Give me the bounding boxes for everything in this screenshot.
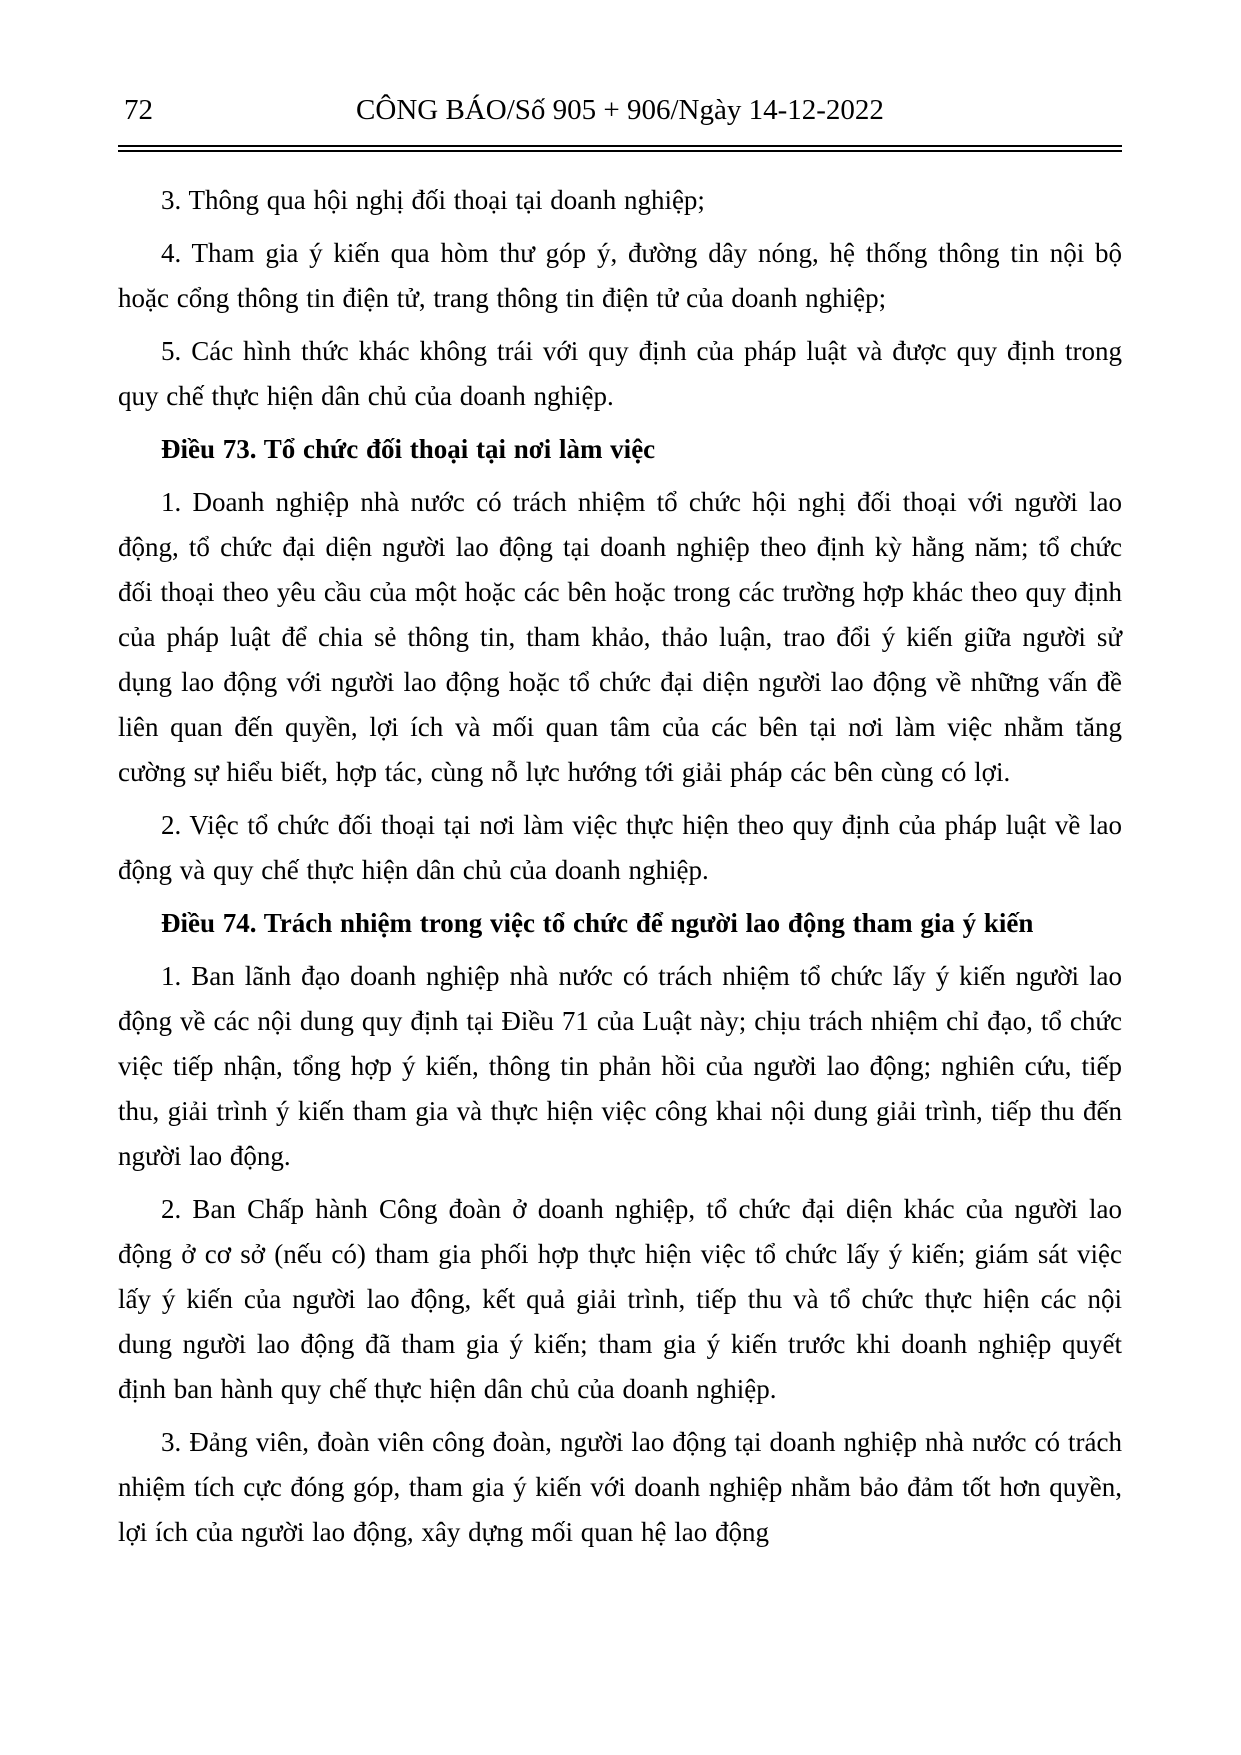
paragraph: 3. Thông qua hội nghị đối thoại tại doanh nghiệp;: [161, 185, 705, 215]
article-heading: Điều 73. Tổ chức đối thoại tại nơi làm việc: [161, 434, 656, 464]
paragraph: 1. Doanh nghiệp nhà nước có trách nhiệm tổ chức hội nghị đối thoại với người lao động, tổ chức đại diện người lao động tại doanh nghiệp theo định kỳ hằng năm; tổ chức đối thoại theo yêu cầu của một hoặc các bên hoặc trong các trường hợp khác theo quy định của pháp luật để chia sẻ thông tin, tham khảo, thảo luận, trao đổi ý kiến giữa người sử dụng lao động với người lao động hoặc tổ chức đại diện người lao động về những vấn đề liên quan đến quyền, lợi ích và mối quan tâm của các bên tại nơi làm việc nhằm tăng cường sự hiểu biết, hợp tác, cùng nỗ lực hướng tới giải pháp các bên cùng có lợi.: [118, 487, 1122, 787]
page-number: 72: [124, 94, 153, 126]
gazette-title: CÔNG BÁO/Số 905 + 906/Ngày 14-12-2022: [356, 94, 884, 126]
header-divider: [118, 145, 1122, 152]
paragraph: 2. Ban Chấp hành Công đoàn ở doanh nghiệp, tổ chức đại diện khác của người lao động ở cơ sở (nếu có) tham gia phối hợp thực hiện việc tổ chức lấy ý kiến; giám sát việc lấy ý kiến của người lao động, kết quả giải trình, tiếp thu và tổ chức thực hiện các nội dung người lao động đã tham gia ý kiến; tham gia ý kiến trước khi doanh nghiệp quyết định ban hành quy chế thực hiện dân chủ của doanh nghiệp.: [118, 1194, 1122, 1404]
document-body: [118, 178, 1122, 1555]
page-header: [118, 93, 1122, 127]
paragraph: 5. Các hình thức khác không trái với quy định của pháp luật và được quy định trong quy chế thực hiện dân chủ của doanh nghiệp.: [118, 336, 1122, 411]
paragraph: 3. Đảng viên, đoàn viên công đoàn, người lao động tại doanh nghiệp nhà nước có trách nhiệm tích cực đóng góp, tham gia ý kiến với doanh nghiệp nhằm bảo đảm tốt hơn quyền, lợi ích của người lao động, xây dựng mối quan hệ lao động: [118, 1427, 1122, 1547]
paragraph: 2. Việc tổ chức đối thoại tại nơi làm việc thực hiện theo quy định của pháp luật về lao động và quy chế thực hiện dân chủ của doanh nghiệp.: [118, 810, 1122, 885]
article-heading: Điều 74. Trách nhiệm trong việc tổ chức để người lao động tham gia ý kiến: [161, 908, 1034, 938]
paragraph: 4. Tham gia ý kiến qua hòm thư góp ý, đường dây nóng, hệ thống thông tin nội bộ hoặc cổng thông tin điện tử, trang thông tin điện tử của doanh nghiệp;: [118, 238, 1122, 313]
paragraph: 1. Ban lãnh đạo doanh nghiệp nhà nước có trách nhiệm tổ chức lấy ý kiến người lao động về các nội dung quy định tại Điều 71 của Luật này; chịu trách nhiệm chỉ đạo, tổ chức việc tiếp nhận, tổng hợp ý kiến, thông tin phản hồi của người lao động; nghiên cứu, tiếp thu, giải trình ý kiến tham gia và thực hiện việc công khai nội dung giải trình, tiếp thu đến người lao động.: [118, 961, 1122, 1171]
